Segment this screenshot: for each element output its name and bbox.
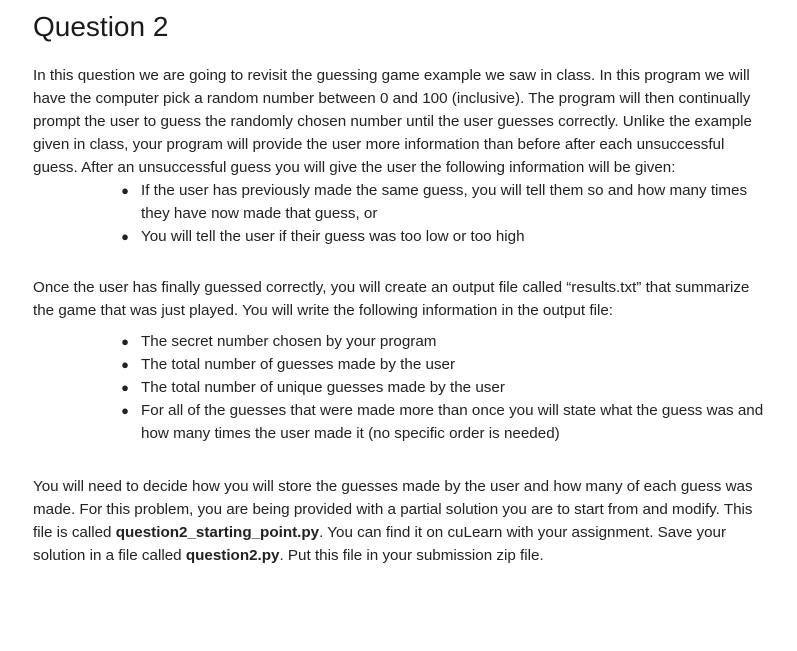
bullet-icon: ● [121,334,129,349]
list-item [33,225,773,248]
list-item-text: You will tell the user if their guess was too low or too high [141,228,525,245]
question-title: Question 2 [33,11,169,42]
paragraph-text: . Put this file in your submission zip file. [279,547,544,564]
bullet-icon: ● [121,183,129,198]
list-item-text: The secret number chosen by your program [141,333,437,350]
list-item-text: For all of the guesses that were made more than once you will state what the guess was and how many times the user made it (no specific order is needed) [141,402,764,442]
list-item [33,399,773,445]
paragraph-text: . You can find it on cuLearn with your assignment. Save your solution in a file called [33,524,727,564]
paragraph-text: You will need to decide how you will store the guesses made by the user and how many of each guess was made. For this problem, you are being provided with a partial solution you are to start from and modify. This file is called [33,478,753,541]
bullet-icon: ● [121,380,129,395]
output-paragraph: Once the user has finally guessed correctly, you will create an output file called “results.txt” that summarize the game that was just played. You will write the following information in the output file: [33,279,750,319]
list-item-text: The total number of guesses made by the user [141,356,456,373]
intro-paragraph: In this question we are going to revisit the guessing game example we saw in class. In this program we will have the computer pick a random number between 0 and 100 (inclusive). The program will then continually prompt the user to guess the randomly chosen number until the user guesses correctly. Unlike the example given in class, your program will provide the user more information than before after each unsuccessful guess. After an unsuccessful guess you will give the user the following information will be given: [33,67,752,176]
output-list [33,330,773,445]
list-item-text: If the user has previously made the same guess, you will tell them so and how many times they have now made that guess, or [141,182,748,222]
starting-file-name: question2_starting_point.py [115,524,320,541]
list-item-text: The total number of unique guesses made by the user [141,379,505,396]
bullet-icon: ● [121,229,129,244]
list-item [33,353,773,376]
bullet-icon: ● [121,403,129,418]
list-item [33,376,773,399]
instructions-paragraph [33,475,773,567]
document-page [33,0,773,567]
solution-file-name: question2.py [185,547,280,564]
bullet-icon: ● [121,357,129,372]
feedback-list [33,179,773,248]
list-item [33,330,773,353]
list-item [33,179,773,225]
